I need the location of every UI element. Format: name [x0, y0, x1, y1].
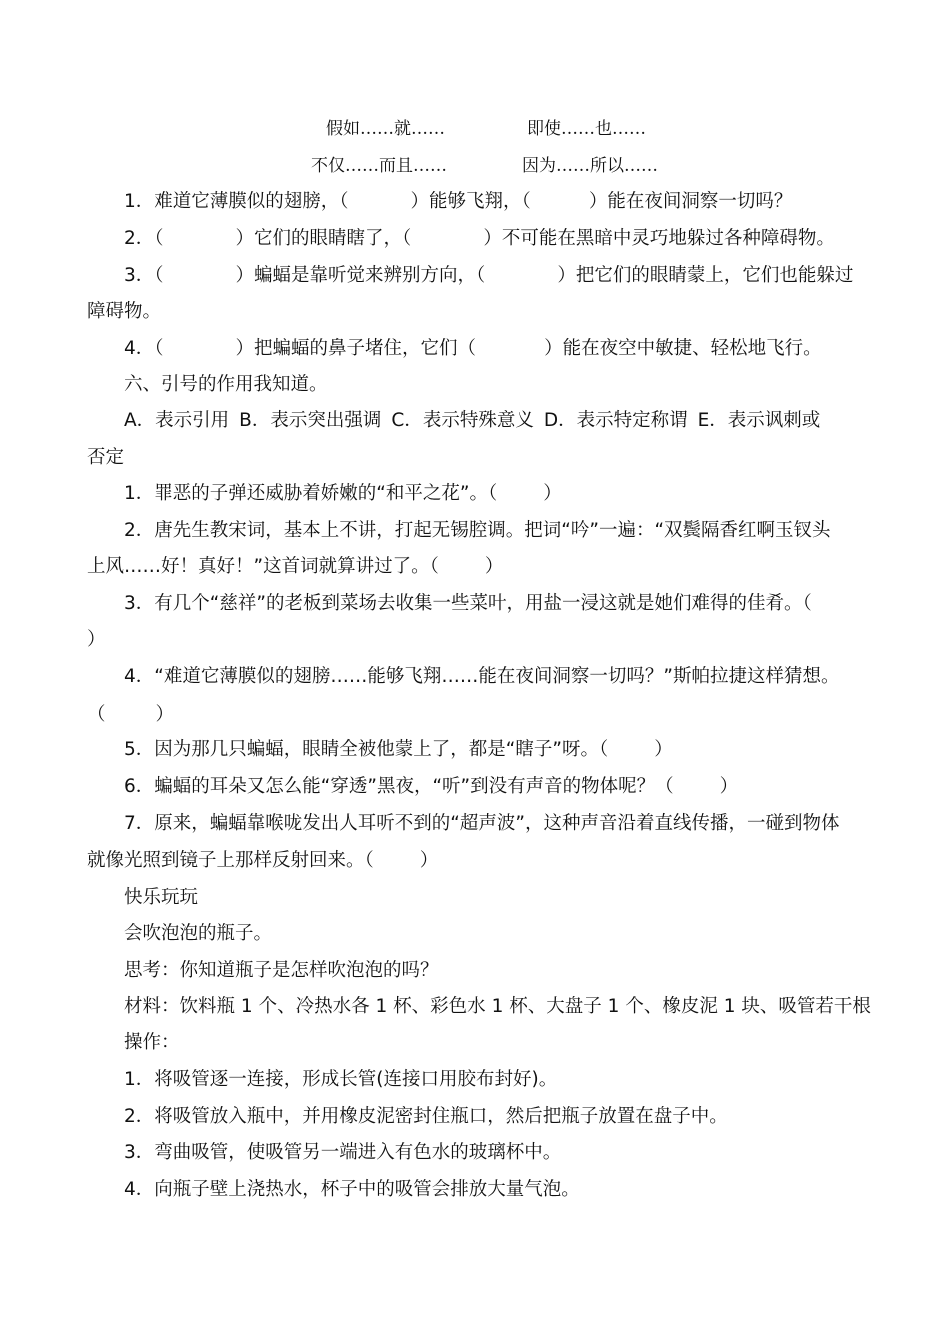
quote-question-2: 2．唐先生教宋词，基本上不讲，打起无锡腔调。把词“吟”一遍：“双鬓隔香红啊玉钗头 [124, 520, 831, 541]
question-number: 3． [124, 265, 155, 286]
quote-question-1: 1．罪恶的子弹还威胁着娇嫩的“和平之花”。（ ） [124, 483, 562, 504]
option-d: D．表示特定称谓 [543, 410, 688, 431]
activity-operation-label: 操作： [124, 1032, 180, 1053]
question-number: 1． [124, 191, 155, 212]
section-6-title: 六、引号的作用我知道。 [124, 374, 328, 395]
question-number: 5． [124, 739, 155, 760]
option-e: E．表示讽刺或 [697, 410, 821, 431]
question-number: 4． [124, 338, 155, 359]
conjunction-pair: 不仅……而且…… [311, 156, 447, 176]
question-number: 4． [124, 666, 155, 687]
option-a: A．表示引用 [124, 410, 230, 431]
quote-question-7-continuation: 就像光照到镜子上那样反射回来。（ ） [87, 850, 439, 871]
step-number: 3． [124, 1142, 155, 1163]
question-number: 3． [124, 593, 155, 614]
question-number: 6． [124, 776, 155, 797]
option-b: B．表示突出强调 [239, 410, 382, 431]
step-number: 2． [124, 1106, 155, 1127]
quote-question-4: 4．“难道它薄膜似的翅膀……能够飞翔……能在夜间洞察一切吗？”斯帕拉捷这样猜想。 [124, 666, 840, 687]
activity-step-2: 2．将吸管放入瓶中，并用橡皮泥密封住瓶口，然后把瓶子放置在盘子中。 [124, 1106, 728, 1127]
quote-question-3: 3．有几个“慈祥”的老板到菜场去收集一些菜叶，用盐一浸这就是她们难得的佳肴。（ [124, 593, 812, 614]
quote-question-4-continuation: （ ） [87, 704, 175, 725]
quote-question-6: 6．蝙蝠的耳朵又怎么能“穿透”黑夜，“听”到没有声音的物体呢？（ ） [124, 776, 739, 797]
conjunction-pair: 即使……也…… [527, 119, 646, 139]
quote-question-7: 7．原来，蝙蝠靠喉咙发出人耳听不到的“超声波”，这种声音沿着直线传播，一碰到物体 [124, 813, 840, 834]
question-number: 2． [124, 520, 155, 541]
step-number: 1． [124, 1069, 155, 1090]
conjunction-pair: 假如……就…… [326, 119, 445, 139]
question-number: 1． [124, 483, 155, 504]
conjunction-pair: 因为……所以…… [522, 156, 658, 176]
activity-step-4: 4．向瓶子壁上浇热水，杯子中的吸管会排放大量气泡。 [124, 1179, 580, 1200]
quote-question-2-continuation: 上风……好！真好！”这首词就算讲过了。（ ） [87, 556, 504, 577]
fill-question-2: 2．（ ）它们的眼睛瞎了，（ ）不可能在黑暗中灵巧地躲过各种障碍物。 [124, 228, 835, 249]
fill-question-3: 3．（ ）蝙蝠是靠听觉来辨别方向，（ ）把它们的眼睛蒙上，它们也能躲过 [124, 265, 854, 286]
activity-materials: 材料：饮料瓶 1 个、冷热水各 1 杯、彩色水 1 杯、大盘子 1 个、橡皮泥 1 块、吸管若干根 [124, 996, 871, 1017]
activity-think: 思考：你知道瓶子是怎样吹泡泡的吗？ [124, 960, 439, 981]
quote-usage-options [124, 409, 904, 433]
quote-question-3-continuation: ） [87, 629, 106, 650]
fill-question-1: 1．难道它薄膜似的翅膀，（ ）能够飞翔，（ ）能在夜间洞察一切吗？ [124, 191, 793, 212]
activity-heading: 快乐玩玩 [124, 887, 199, 908]
quote-question-5: 5．因为那几只蝙蝠，眼睛全被他蒙上了，都是“瞎子”呀。（ ） [124, 739, 673, 760]
activity-name: 会吹泡泡的瓶子。 [124, 923, 273, 944]
fill-question-4: 4．（ ）把蝙蝠的鼻子堵住，它们（ ）能在夜空中敏捷、轻松地飞行。 [124, 338, 822, 359]
conjunction-row-2 [0, 154, 950, 178]
fill-question-3-continuation: 障碍物。 [87, 301, 162, 322]
activity-step-3: 3．弯曲吸管，使吸管另一端进入有色水的玻璃杯中。 [124, 1142, 562, 1163]
option-c: C．表示特殊意义 [391, 410, 534, 431]
question-number: 2． [124, 228, 155, 249]
conjunction-row-1 [0, 117, 950, 141]
activity-step-1: 1．将吸管逐一连接，形成长管(连接口用胶布封好)。 [124, 1069, 558, 1090]
options-continuation: 否定 [87, 447, 125, 468]
question-number: 7． [124, 813, 155, 834]
step-number: 4． [124, 1179, 155, 1200]
